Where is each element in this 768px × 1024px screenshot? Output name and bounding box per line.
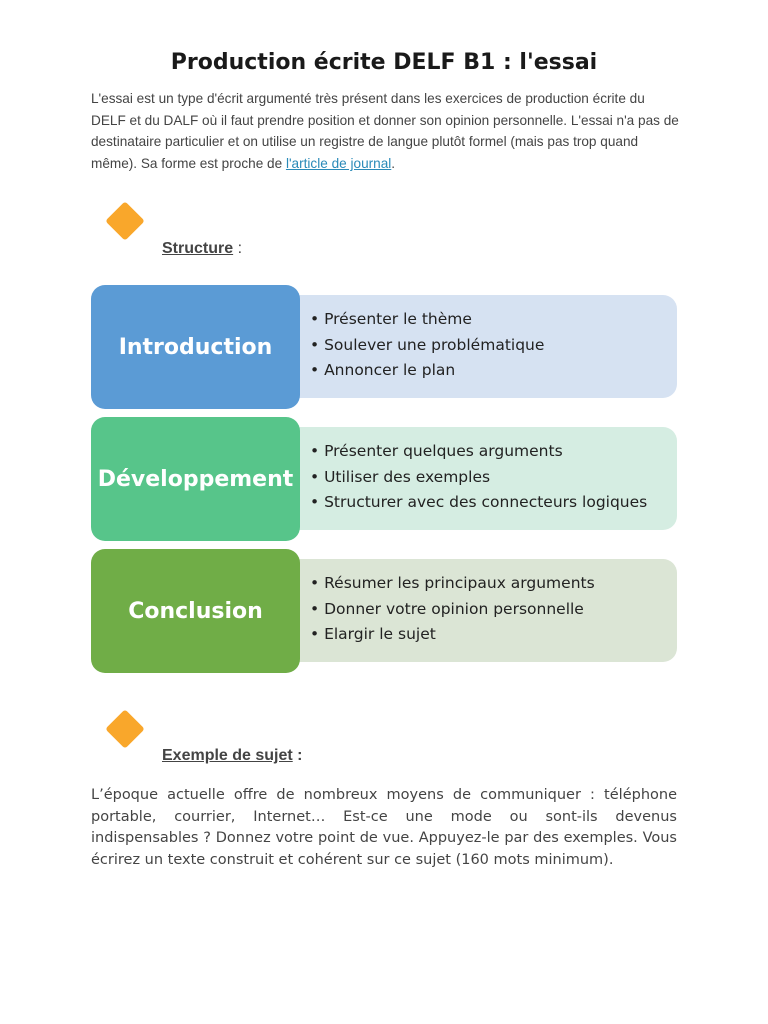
bullet-item: • Soulever une problématique (310, 333, 667, 359)
bullet-item: • Résumer les principaux arguments (310, 571, 667, 597)
page-title: Production écrite DELF B1 : l'essai (170, 50, 598, 75)
bullet-item: • Annoncer le plan (310, 358, 667, 384)
bullet-item: • Elargir le sujet (310, 622, 667, 648)
structure-colon: : (233, 240, 243, 257)
box-conclusion: Conclusion (91, 549, 300, 673)
bullet-item: • Donner votre opinion personnelle (310, 597, 667, 623)
intro-end: . (391, 156, 396, 172)
bullet-item: • Structurer avec des connecteurs logiques (310, 490, 667, 516)
article-link[interactable]: l'article de journal (285, 156, 392, 172)
diagram-row-developpement (91, 417, 677, 541)
bullet-item: • Présenter quelques arguments (310, 439, 667, 465)
structure-label: Structure (162, 240, 234, 257)
box-developpement: Développement (91, 417, 300, 541)
diamond-bullet-icon (105, 201, 145, 241)
panel-conclusion (294, 559, 677, 662)
diamond-bullet-icon (105, 709, 145, 749)
intro-text: L'essai est un type d'écrit argumenté très présent dans les exercices de production écrite du DELF et du DALF où il faut prendre position et donner son opinion personnelle. L'essai n'a pas de destinataire particulier et on utilise un registre de langue plutôt formel (mais pas trop quand même). Sa forme est proche de (91, 91, 679, 172)
box-introduction: Introduction (91, 285, 300, 409)
bullet-item: • Utiliser des exemples (310, 465, 667, 491)
example-heading (162, 747, 303, 765)
diagram-row-conclusion (91, 549, 677, 673)
example-label: Exemple de sujet (162, 747, 293, 764)
example-colon: : (292, 747, 303, 764)
structure-heading (162, 240, 242, 258)
panel-developpement (294, 427, 677, 530)
example-paragraph: L’époque actuelle offre de nombreux moyens de communiquer : téléphone portable, courrier, Internet… Est-ce une mode ou sont-ils devenus indispensables ? Donnez votre point de vue. Appuyez-le par des exemples. Vous écrirez un texte construit et cohérent sur ce sujet (160 mots minimum). (91, 787, 677, 868)
intro-paragraph (91, 88, 681, 175)
diagram-row-introduction (91, 285, 677, 409)
bullet-item: • Présenter le thème (310, 307, 667, 333)
panel-introduction (294, 295, 677, 398)
